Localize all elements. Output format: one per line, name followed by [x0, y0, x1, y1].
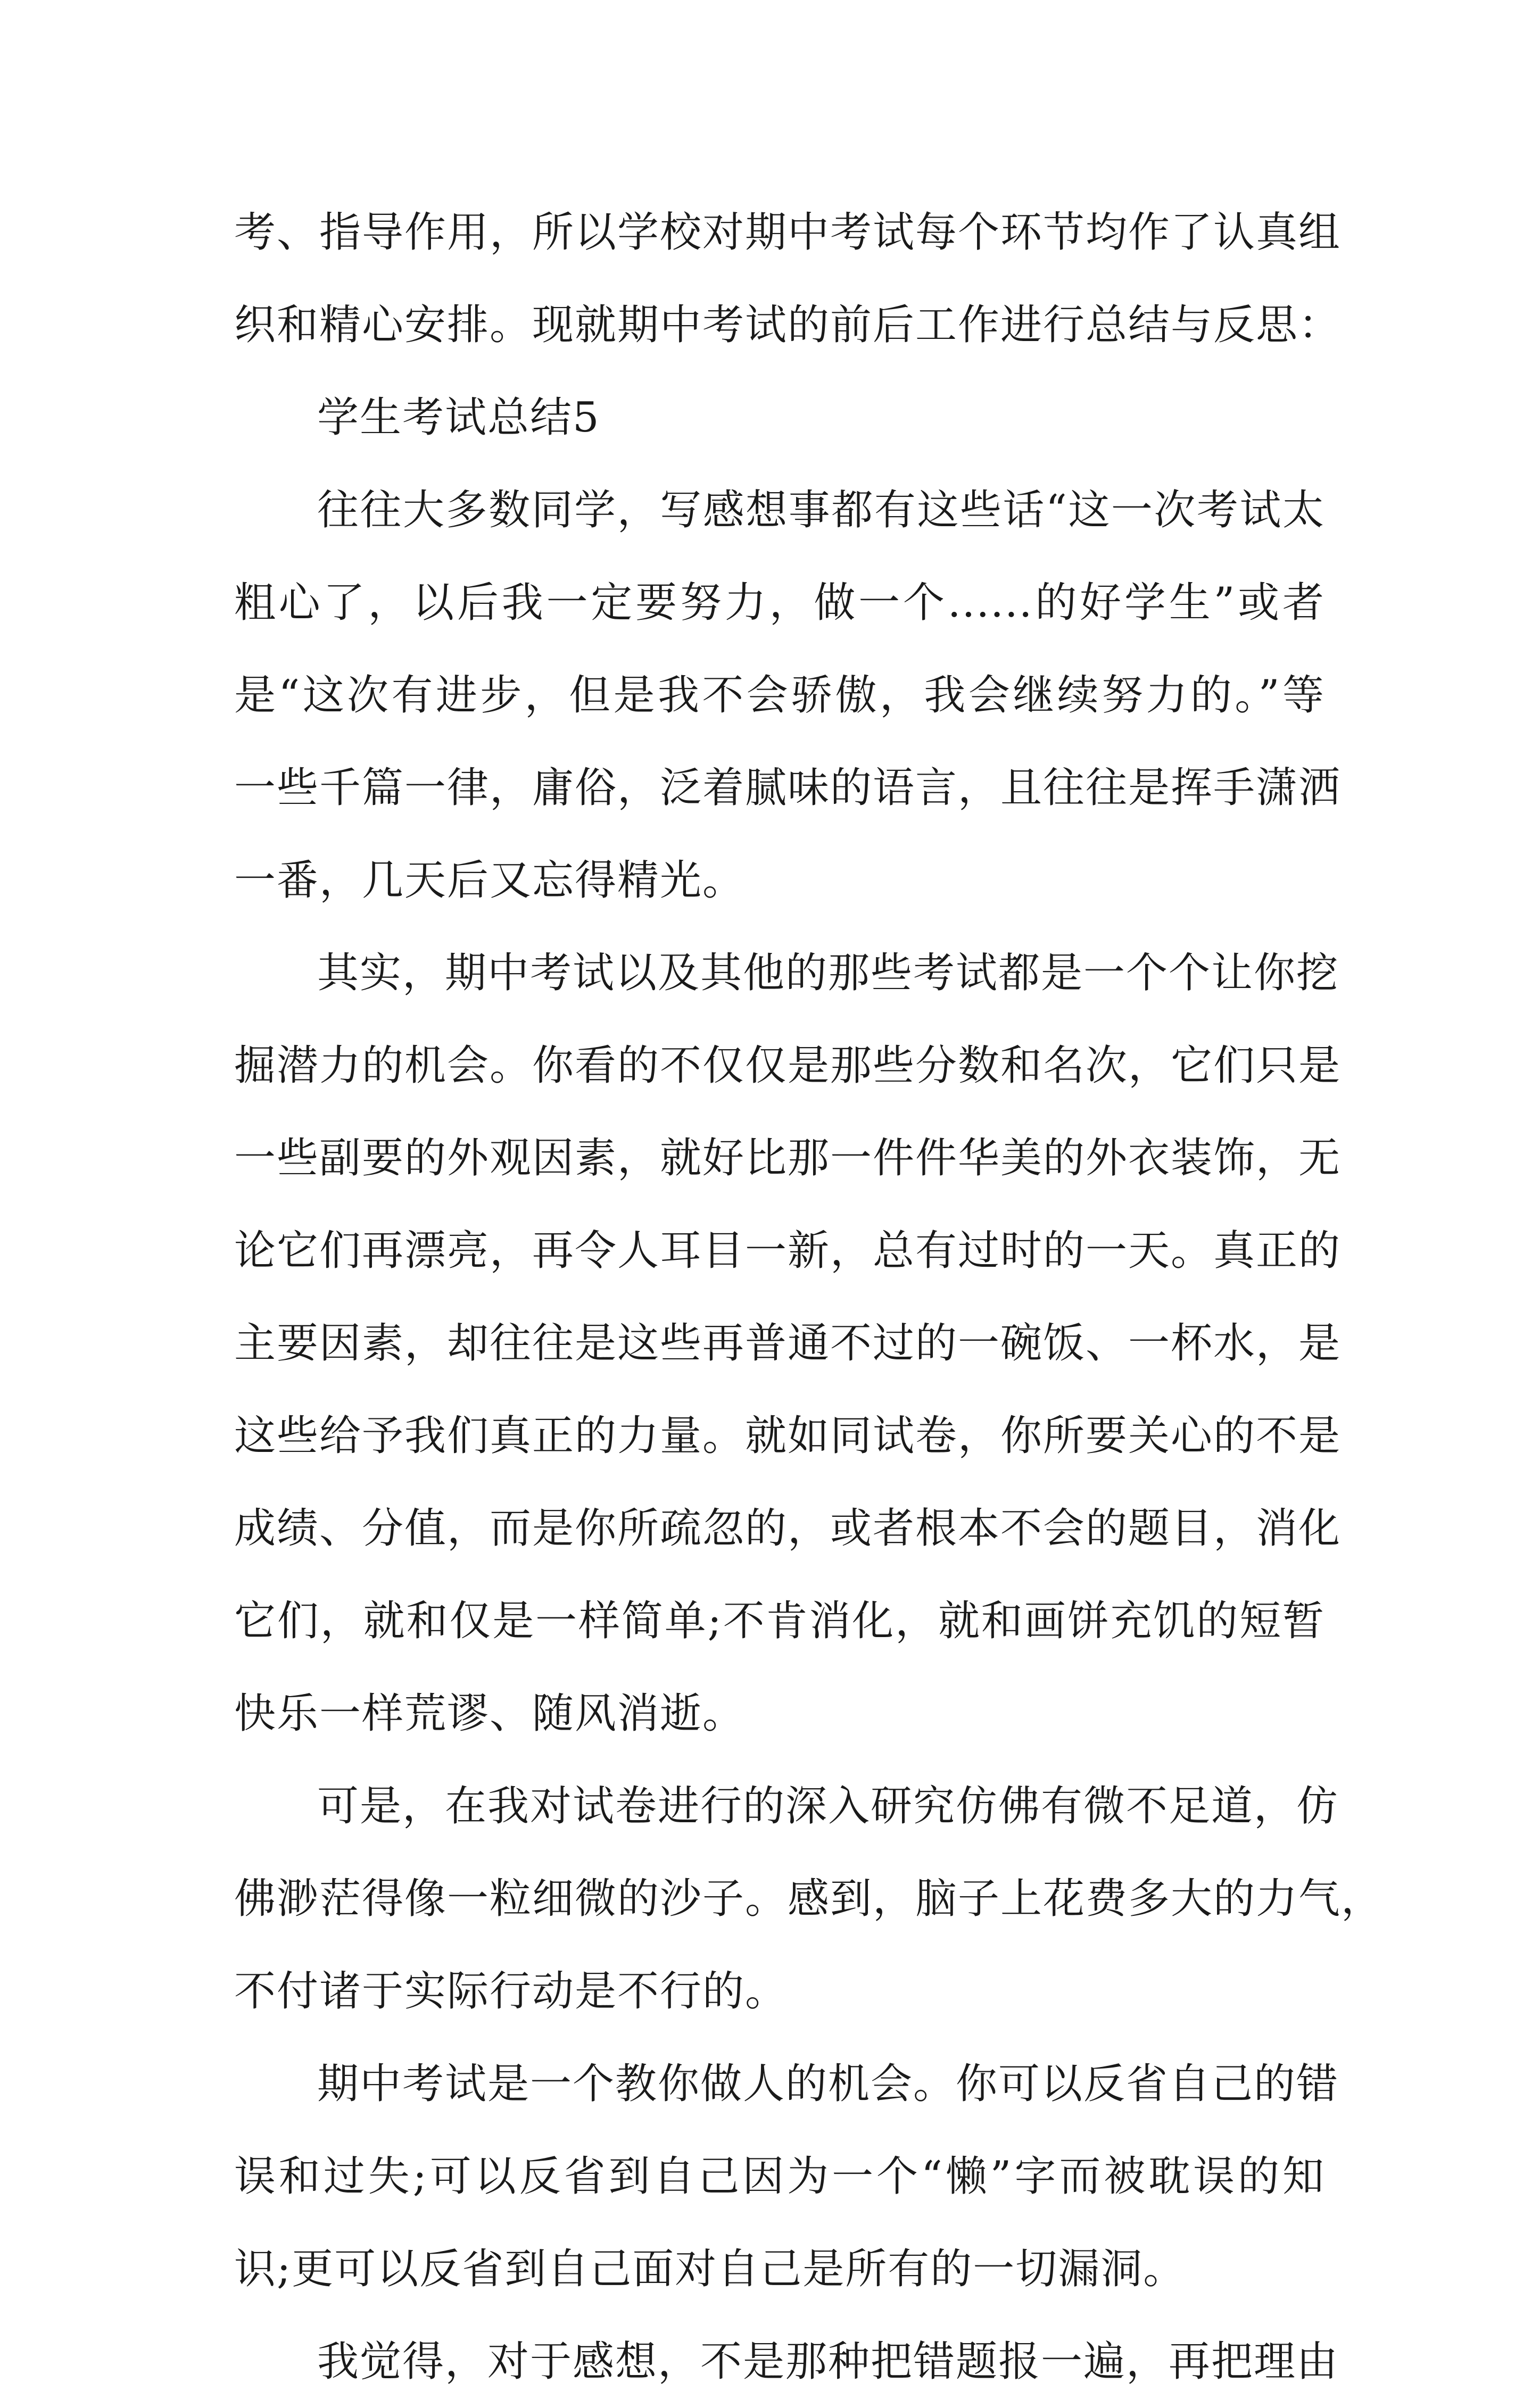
text-line: 是“这次有进步，但是我不会骄傲，我会继续努力的。”等 — [234, 671, 1325, 719]
text-line: 可是，在我对试卷进行的深入研究仿佛有微不足道，仿 — [317, 1782, 1339, 1830]
paragraph-1 — [234, 464, 1342, 927]
continuation-paragraph — [234, 186, 1342, 371]
text-line: 掘潜力的机会。你看的不仅仅是那些分数和名次，它们只是 — [234, 1042, 1342, 1090]
paragraph-3 — [234, 1760, 1384, 2038]
text-line: 粗心了，以后我一定要努力，做一个......的好学生”或者 — [234, 579, 1325, 627]
text-line: 一些千篇一律，庸俗，泛着腻味的语言，且往往是挥手潇洒 — [234, 764, 1342, 812]
text-line: 一些副要的外观因素，就好比那一件件华美的外衣装饰，无 — [234, 1134, 1342, 1182]
text-line: 我觉得，对于感想，不是那种把错题报一遍，再把理由 — [317, 2338, 1339, 2386]
text-line: 织和精心安排。现就期中考试的前后工作进行总结与反思： — [234, 301, 1342, 349]
text-line: 论它们再漂亮，再令人耳目一新，总有过时的一天。真正的 — [234, 1227, 1342, 1275]
paragraph-4 — [234, 2038, 1339, 2315]
text-line: 期中考试是一个教你做人的机会。你可以反省自己的错 — [317, 2060, 1339, 2108]
text-line: 一番，几天后又忘得精光。 — [234, 857, 746, 904]
text-line: 佛渺茫得像一粒细微的沙子。感到，脑子上花费多大的力气， — [234, 1875, 1384, 1923]
text-line: 成绩、分值，而是你所疏忽的，或者根本不会的题目，消化 — [234, 1505, 1342, 1552]
text-line: 主要因素，却往往是这些再普通不过的一碗饭、一杯水，是 — [234, 1319, 1342, 1367]
text-line: 往往大多数同学，写感想事都有这些话“这一次考试太 — [317, 486, 1325, 534]
text-line: 它们，就和仅是一样简单;不肯消化，就和画饼充饥的短暂 — [234, 1597, 1325, 1645]
text-line: 误和过失;可以反省到自己因为一个“懒”字而被耽误的知 — [234, 2153, 1325, 2201]
text-line: 快乐一样荒谬、随风消逝。 — [234, 1690, 746, 1738]
text-line: 不付诸于实际行动是不行的。 — [234, 1967, 788, 2015]
text-line: 识;更可以反省到自己面对自己是所有的一切漏洞。 — [234, 2245, 1186, 2293]
document-page — [234, 186, 1384, 2408]
text-line: 考、指导作用，所以学校对期中考试每个环节均作了认真组 — [234, 209, 1342, 256]
text-line: 这些给予我们真正的力量。就如同试卷，你所要关心的不是 — [234, 1412, 1342, 1460]
paragraph-2 — [234, 927, 1342, 1760]
paragraph-5 — [234, 2315, 1339, 2408]
text-line: 其实，期中考试以及其他的那些考试都是一个个让你挖 — [317, 949, 1339, 997]
section-title: 学生考试总结5 — [317, 394, 600, 442]
